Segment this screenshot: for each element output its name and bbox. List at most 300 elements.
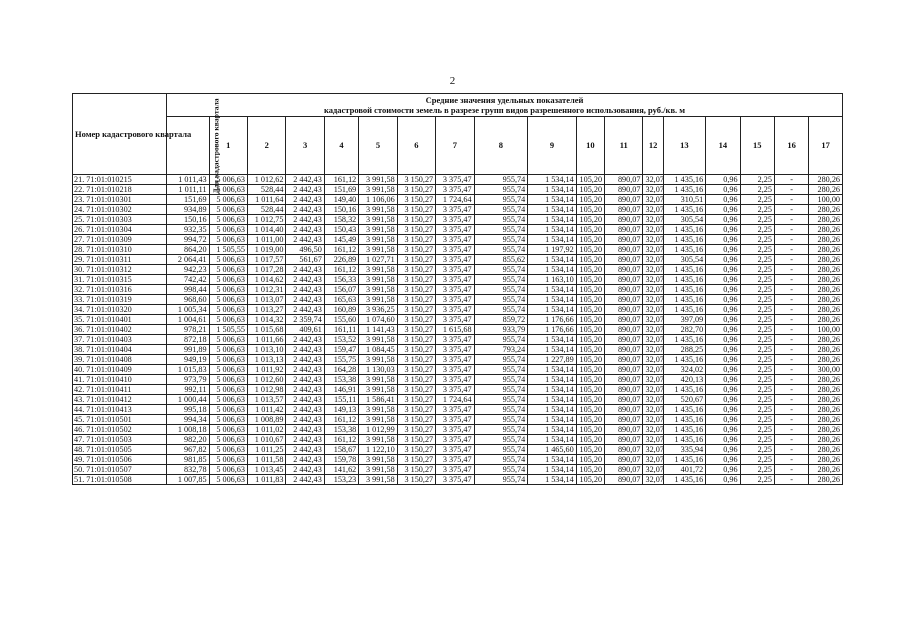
column-header-label: 3	[303, 140, 308, 151]
column-header-label: 11	[619, 140, 628, 151]
value-cell: 1 084,45	[359, 345, 397, 355]
value-cell: 3 375,47	[436, 385, 474, 395]
value-cell: 32,07	[643, 215, 663, 225]
value-cell: 0,96	[706, 255, 740, 265]
value-cell: 0,96	[706, 295, 740, 305]
value-cell: 280,26	[809, 175, 843, 185]
value-cell: 3 375,47	[436, 185, 474, 195]
column-header-group-13	[663, 117, 705, 175]
table-row	[73, 385, 843, 395]
value-cell: 0,96	[706, 215, 740, 225]
value-cell: -	[774, 345, 808, 355]
value-cell: 310,51	[663, 195, 705, 205]
value-cell: 955,74	[474, 435, 528, 445]
value-cell: 890,07	[605, 275, 643, 285]
value-cell: 3 150,27	[397, 295, 435, 305]
value-cell: 1 534,14	[528, 205, 577, 215]
value-cell: 2,25	[740, 455, 774, 465]
value-cell: 150,16	[167, 215, 209, 225]
value-cell: 2 442,43	[286, 225, 324, 235]
value-cell: 280,26	[809, 405, 843, 415]
value-cell: 3 150,27	[397, 455, 435, 465]
table-row	[73, 185, 843, 195]
value-cell: 5 006,63	[209, 345, 247, 355]
value-cell: 32,07	[643, 405, 663, 415]
value-cell: 1 435,16	[663, 185, 705, 195]
value-cell: 3 991,58	[359, 475, 397, 485]
value-cell: 1 122,10	[359, 445, 397, 455]
value-cell: 3 150,27	[397, 245, 435, 255]
group-header-row	[73, 117, 843, 175]
value-cell: 3 150,27	[397, 235, 435, 245]
value-cell: 1 724,64	[436, 195, 474, 205]
value-cell: 105,20	[576, 205, 604, 215]
value-cell: 5 006,63	[209, 315, 247, 325]
table-row	[73, 455, 843, 465]
quarter-number-cell: 40. 71:01:010409	[73, 365, 167, 375]
value-cell: 324,02	[663, 365, 705, 375]
column-header-group-5	[359, 117, 397, 175]
value-cell: 0,96	[706, 475, 740, 485]
value-cell: 3 150,27	[397, 445, 435, 455]
value-cell: 280,26	[809, 425, 843, 435]
value-cell: 5 006,63	[209, 305, 247, 315]
value-cell: 1 176,66	[528, 325, 577, 335]
value-cell: 3 991,58	[359, 275, 397, 285]
value-cell: 742,42	[167, 275, 209, 285]
value-cell: 1 534,14	[528, 295, 577, 305]
table-row	[73, 245, 843, 255]
value-cell: 150,16	[324, 205, 358, 215]
value-cell: 280,26	[809, 335, 843, 345]
value-cell: 2 442,43	[286, 425, 324, 435]
column-header-group-2	[247, 117, 285, 175]
value-cell: 155,60	[324, 315, 358, 325]
table-header-row	[73, 94, 843, 117]
value-cell: 282,70	[663, 325, 705, 335]
value-cell: 2,25	[740, 365, 774, 375]
value-cell: 2 442,43	[286, 305, 324, 315]
value-cell: 105,20	[576, 465, 604, 475]
value-cell: 105,20	[576, 475, 604, 485]
value-cell: 1 011,11	[167, 185, 209, 195]
value-cell: 3 991,58	[359, 205, 397, 215]
value-cell: 3 991,58	[359, 335, 397, 345]
value-cell: 942,23	[167, 265, 209, 275]
value-cell: 3 375,47	[436, 465, 474, 475]
value-cell: 3 991,58	[359, 215, 397, 225]
value-cell: 890,07	[605, 395, 643, 405]
value-cell: 955,74	[474, 185, 528, 195]
value-cell: 0,96	[706, 375, 740, 385]
value-cell: 2 064,41	[167, 255, 209, 265]
value-cell: -	[774, 365, 808, 375]
table-row	[73, 395, 843, 405]
value-cell: 32,07	[643, 335, 663, 345]
value-cell: 793,24	[474, 345, 528, 355]
value-cell: 1 011,02	[247, 425, 285, 435]
quarter-number-cell: 43. 71:01:010412	[73, 395, 167, 405]
value-cell: 105,20	[576, 455, 604, 465]
value-cell: 1 534,14	[528, 235, 577, 245]
value-cell: 3 150,27	[397, 275, 435, 285]
value-cell: 1 534,14	[528, 465, 577, 475]
value-cell: 890,07	[605, 215, 643, 225]
value-cell: 3 150,27	[397, 395, 435, 405]
value-cell: 1 615,68	[436, 325, 474, 335]
column-header-label: 9	[549, 140, 555, 151]
value-cell: 890,07	[605, 245, 643, 255]
value-cell: 280,26	[809, 475, 843, 485]
value-cell: 1 197,92	[528, 245, 577, 255]
value-cell: 32,07	[643, 445, 663, 455]
value-cell: 156,07	[324, 285, 358, 295]
value-cell: 1 013,13	[247, 355, 285, 365]
value-cell: 2,25	[740, 375, 774, 385]
value-cell: 0,96	[706, 205, 740, 215]
value-cell: -	[774, 395, 808, 405]
value-cell: 955,74	[474, 465, 528, 475]
value-cell: 280,26	[809, 375, 843, 385]
value-cell: 0,96	[706, 445, 740, 455]
value-cell: 5 006,63	[209, 185, 247, 195]
value-cell: 280,26	[809, 295, 843, 305]
value-cell: 955,74	[474, 175, 528, 185]
value-cell: 1 008,18	[167, 425, 209, 435]
value-cell: 2,25	[740, 305, 774, 315]
value-cell: 955,74	[474, 295, 528, 305]
value-cell: 1 011,58	[247, 455, 285, 465]
value-cell: 105,20	[576, 225, 604, 235]
value-cell: -	[774, 415, 808, 425]
value-cell: 1 014,32	[247, 315, 285, 325]
value-cell: 2 442,43	[286, 335, 324, 345]
value-cell: 1 017,28	[247, 265, 285, 275]
value-cell: 158,67	[324, 445, 358, 455]
value-cell: 1 012,99	[359, 425, 397, 435]
value-cell: 0,96	[706, 435, 740, 445]
value-cell: 3 150,27	[397, 465, 435, 475]
value-cell: -	[774, 455, 808, 465]
value-cell: 955,74	[474, 455, 528, 465]
value-cell: 890,07	[605, 345, 643, 355]
table-row	[73, 405, 843, 415]
value-cell: -	[774, 215, 808, 225]
value-cell: 3 150,27	[397, 265, 435, 275]
value-cell: 1 435,16	[663, 425, 705, 435]
value-cell: -	[774, 315, 808, 325]
quarter-number-cell: 51. 71:01:010508	[73, 475, 167, 485]
value-cell: 520,67	[663, 395, 705, 405]
value-cell: 3 150,27	[397, 475, 435, 485]
quarter-number-cell: 23. 71:01:010301	[73, 195, 167, 205]
value-cell: 1 012,75	[247, 215, 285, 225]
quarter-number-cell: 36. 71:01:010402	[73, 325, 167, 335]
value-cell: 32,07	[643, 225, 663, 235]
value-cell: 1 534,14	[528, 415, 577, 425]
value-cell: 0,96	[706, 265, 740, 275]
value-cell: 161,12	[324, 415, 358, 425]
value-cell: 1 014,62	[247, 275, 285, 285]
table-row	[73, 355, 843, 365]
table-row	[73, 225, 843, 235]
value-cell: 3 375,47	[436, 305, 474, 315]
value-cell: 2,25	[740, 215, 774, 225]
value-cell: 0,96	[706, 345, 740, 355]
value-cell: 0,96	[706, 365, 740, 375]
value-cell: 872,18	[167, 335, 209, 345]
value-cell: 2,25	[740, 325, 774, 335]
value-cell: 3 375,47	[436, 255, 474, 265]
value-cell: -	[774, 375, 808, 385]
value-cell: 105,20	[576, 305, 604, 315]
column-header-label: 8	[498, 140, 503, 151]
value-cell: 165,63	[324, 295, 358, 305]
value-cell: 3 375,47	[436, 285, 474, 295]
value-cell: 3 991,58	[359, 225, 397, 235]
quarter-number-cell: 45. 71:01:010501	[73, 415, 167, 425]
value-cell: 280,26	[809, 355, 843, 365]
value-cell: 1 012,31	[247, 285, 285, 295]
value-cell: 3 150,27	[397, 365, 435, 375]
value-cell: 991,89	[167, 345, 209, 355]
value-cell: 2 442,43	[286, 275, 324, 285]
value-cell: 5 006,63	[209, 235, 247, 245]
value-cell: 32,07	[643, 275, 663, 285]
value-cell: 3 375,47	[436, 235, 474, 245]
value-cell: 890,07	[605, 415, 643, 425]
value-cell: 1 534,14	[528, 185, 577, 195]
value-cell: 3 375,47	[436, 335, 474, 345]
value-cell: 0,96	[706, 225, 740, 235]
value-cell: 0,96	[706, 455, 740, 465]
value-cell: 3 375,47	[436, 175, 474, 185]
value-cell: 32,07	[643, 295, 663, 305]
value-cell: 955,74	[474, 195, 528, 205]
value-cell: 397,09	[663, 315, 705, 325]
column-header-label: 16	[787, 140, 796, 151]
quarter-number-cell: 35. 71:01:010401	[73, 315, 167, 325]
value-cell: 955,74	[474, 335, 528, 345]
value-cell: -	[774, 475, 808, 485]
value-cell: 105,20	[576, 255, 604, 265]
value-cell: 1 163,10	[528, 275, 577, 285]
value-cell: -	[774, 245, 808, 255]
value-cell: 105,20	[576, 445, 604, 455]
value-cell: 0,96	[706, 185, 740, 195]
value-cell: 280,26	[809, 225, 843, 235]
value-cell: 967,82	[167, 445, 209, 455]
value-cell: 0,96	[706, 335, 740, 345]
value-cell: 3 936,25	[359, 305, 397, 315]
value-cell: 496,50	[286, 245, 324, 255]
value-cell: 280,26	[809, 395, 843, 405]
value-cell: 2 442,43	[286, 405, 324, 415]
value-cell: 32,07	[643, 285, 663, 295]
value-cell: 1 435,16	[663, 245, 705, 255]
value-cell: 280,26	[809, 275, 843, 285]
value-cell: -	[774, 265, 808, 275]
value-cell: 288,25	[663, 345, 705, 355]
value-cell: 2,25	[740, 445, 774, 455]
value-cell: 955,74	[474, 215, 528, 225]
column-header-label: 7	[452, 140, 457, 151]
value-cell: 150,43	[324, 225, 358, 235]
value-cell: 2 442,43	[286, 435, 324, 445]
value-cell: 955,74	[474, 225, 528, 235]
value-cell: 32,07	[643, 385, 663, 395]
value-cell: 998,44	[167, 285, 209, 295]
table-row	[73, 175, 843, 185]
value-cell: -	[774, 205, 808, 215]
value-cell: -	[774, 335, 808, 345]
value-cell: 1 000,44	[167, 395, 209, 405]
value-cell: 2,25	[740, 415, 774, 425]
value-cell: 3 375,47	[436, 415, 474, 425]
quarter-number-cell: 41. 71:01:010410	[73, 375, 167, 385]
value-cell: 955,74	[474, 365, 528, 375]
value-cell: 1 505,55	[209, 245, 247, 255]
quarter-number-cell: 34. 71:01:010320	[73, 305, 167, 315]
table-caption	[167, 94, 843, 117]
value-cell: 32,07	[643, 305, 663, 315]
value-cell: 1 534,14	[528, 375, 577, 385]
value-cell: 2,25	[740, 345, 774, 355]
value-cell: 280,26	[809, 235, 843, 245]
table-row	[73, 475, 843, 485]
value-cell: 3 150,27	[397, 175, 435, 185]
value-cell: 5 006,63	[209, 425, 247, 435]
value-cell: 160,89	[324, 305, 358, 315]
value-cell: 1 534,14	[528, 385, 577, 395]
value-cell: 932,35	[167, 225, 209, 235]
value-cell: 1 012,60	[247, 375, 285, 385]
value-cell: 105,20	[576, 195, 604, 205]
value-cell: 1 435,16	[663, 295, 705, 305]
value-cell: 1 141,43	[359, 325, 397, 335]
column-header-label: 17	[821, 140, 830, 151]
value-cell: 32,07	[643, 185, 663, 195]
value-cell: -	[774, 355, 808, 365]
value-cell: 3 150,27	[397, 425, 435, 435]
value-cell: 2,25	[740, 255, 774, 265]
quarter-number-cell: 37. 71:01:010403	[73, 335, 167, 345]
value-cell: 3 991,58	[359, 175, 397, 185]
value-cell: 3 375,47	[436, 245, 474, 255]
table-row	[73, 415, 843, 425]
column-header-label: 10	[586, 140, 595, 151]
value-cell: 3 375,47	[436, 345, 474, 355]
value-cell: 994,72	[167, 235, 209, 245]
value-cell: 3 375,47	[436, 455, 474, 465]
value-cell: 280,26	[809, 345, 843, 355]
value-cell: 32,07	[643, 315, 663, 325]
quarter-number-cell: 44. 71:01:010413	[73, 405, 167, 415]
value-cell: 2 442,43	[286, 455, 324, 465]
table-row	[73, 445, 843, 455]
value-cell: 149,13	[324, 405, 358, 415]
value-cell: 992,11	[167, 385, 209, 395]
value-cell: 1 534,14	[528, 255, 577, 265]
value-cell: 995,18	[167, 405, 209, 415]
value-cell: 105,20	[576, 315, 604, 325]
quarter-number-cell: 38. 71:01:010404	[73, 345, 167, 355]
value-cell: 3 150,27	[397, 385, 435, 395]
value-cell: 2,25	[740, 335, 774, 345]
value-cell: 1 534,14	[528, 395, 577, 405]
value-cell: 105,20	[576, 285, 604, 295]
value-cell: 335,94	[663, 445, 705, 455]
value-cell: 409,61	[286, 325, 324, 335]
value-cell: 1 011,25	[247, 445, 285, 455]
value-cell: 105,20	[576, 425, 604, 435]
value-cell: 955,74	[474, 445, 528, 455]
value-cell: 3 375,47	[436, 315, 474, 325]
value-cell: 561,67	[286, 255, 324, 265]
value-cell: 32,07	[643, 345, 663, 355]
value-cell: 0,96	[706, 305, 740, 315]
value-cell: -	[774, 445, 808, 455]
value-cell: 1 435,16	[663, 205, 705, 215]
value-cell: 2 442,43	[286, 445, 324, 455]
value-cell: 955,74	[474, 235, 528, 245]
value-cell: 2 442,43	[286, 205, 324, 215]
value-cell: 949,19	[167, 355, 209, 365]
column-header-group-11	[605, 117, 643, 175]
value-cell: 5 006,63	[209, 405, 247, 415]
value-cell: 0,96	[706, 315, 740, 325]
value-cell: 3 150,27	[397, 405, 435, 415]
value-cell: 934,89	[167, 205, 209, 215]
value-cell: 3 991,58	[359, 265, 397, 275]
value-cell: 161,12	[324, 245, 358, 255]
value-cell: 1 004,61	[167, 315, 209, 325]
value-cell: 3 991,58	[359, 415, 397, 425]
value-cell: 100,00	[809, 325, 843, 335]
value-cell: 32,07	[643, 175, 663, 185]
quarter-number-cell: 27. 71:01:010309	[73, 235, 167, 245]
value-cell: 32,07	[643, 365, 663, 375]
value-cell: 832,78	[167, 465, 209, 475]
value-cell: 5 006,63	[209, 395, 247, 405]
quarter-number-cell: 46. 71:01:010502	[73, 425, 167, 435]
value-cell: 280,26	[809, 385, 843, 395]
value-cell: 153,23	[324, 475, 358, 485]
value-cell: 153,38	[324, 375, 358, 385]
value-cell: 994,34	[167, 415, 209, 425]
value-cell: 2 442,43	[286, 295, 324, 305]
value-cell: 1 534,14	[528, 475, 577, 485]
value-cell: 32,07	[643, 235, 663, 245]
value-cell: 159,78	[324, 455, 358, 465]
column-header-group-6	[397, 117, 435, 175]
value-cell: 32,07	[643, 255, 663, 265]
column-header-group-4	[324, 117, 358, 175]
value-cell: 1 435,16	[663, 385, 705, 395]
value-cell: 890,07	[605, 265, 643, 275]
value-cell: 3 150,27	[397, 375, 435, 385]
value-cell: 890,07	[605, 235, 643, 245]
value-cell: 2 442,43	[286, 395, 324, 405]
value-cell: 155,75	[324, 355, 358, 365]
value-cell: 1 074,60	[359, 315, 397, 325]
table-row	[73, 375, 843, 385]
value-cell: 0,96	[706, 195, 740, 205]
value-cell: 1 011,64	[247, 195, 285, 205]
value-cell: 0,96	[706, 385, 740, 395]
value-cell: 5 006,63	[209, 285, 247, 295]
value-cell: 1 106,06	[359, 195, 397, 205]
